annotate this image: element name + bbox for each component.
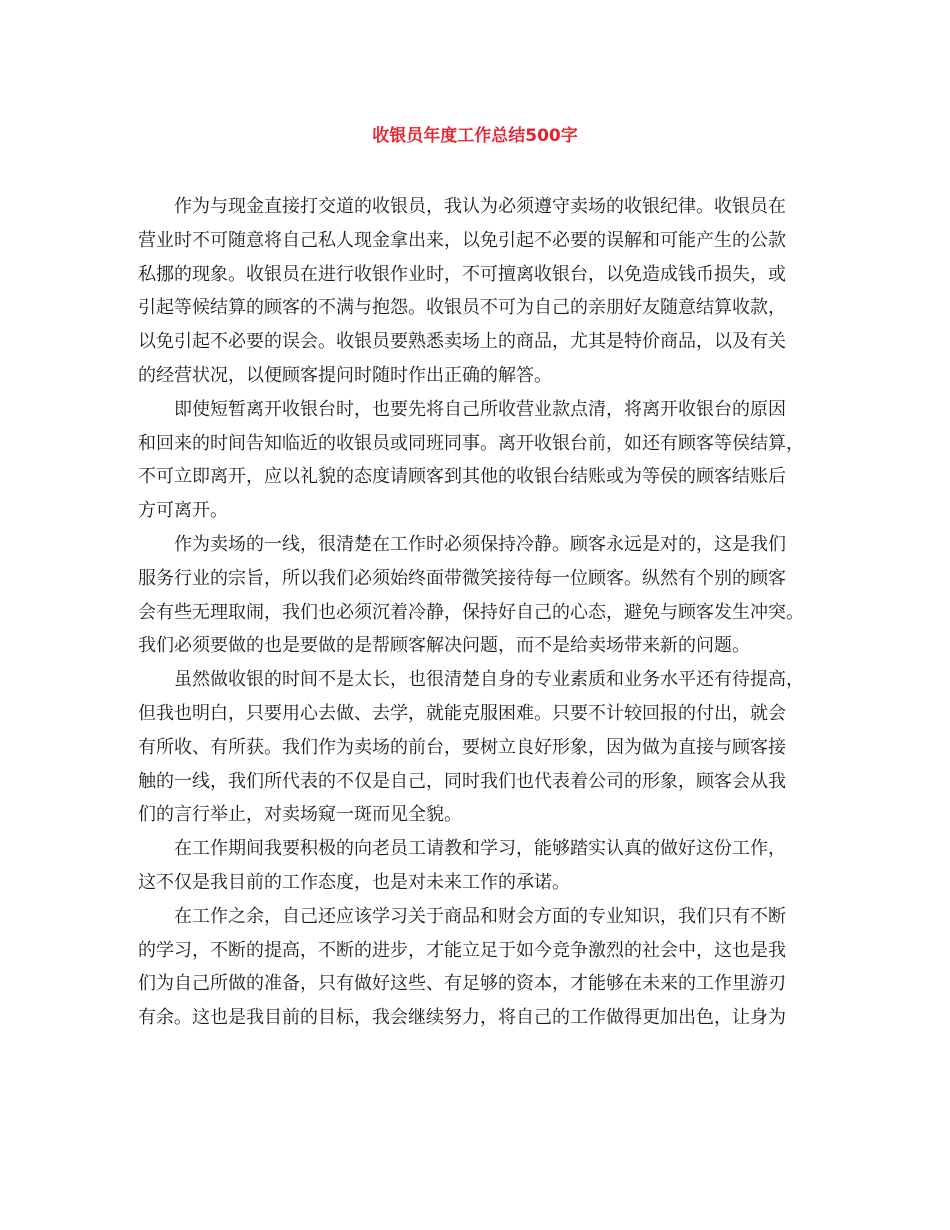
paragraph-4: 虽然做收银的时间不是太长，也很清楚自身的专业素质和业务水平还有待提高， 但我也明白，只要用心去做、去学，就能克服困难。只要不计较回报的付出，就会 有所收、有所获。我们作为卖场的前台，要树立良好形象，因为做为直接与顾客接 触的一线，我们所代表的不仅是自己，同时我们也代表着公司的形象，顾客会从我 们的言行举止，对卖场窥一斑而见全貌。 <box>138 669 804 826</box>
paragraph-6: 在工作之余，自己还应该学习关于商品和财会方面的专业知识，我们只有不断 的学习，不断的提高，不断的进步，才能立足于如今竞争激烈的社会中，这也是我 们为自己所做的准备，只有做好这些、有足够的资本，才能够在未来的工作里游刃 有余。这也是我目前的目标，我会继续努力，将自己的工作做得更加出色，让身为 <box>138 905 786 1029</box>
document-title: 收银员年度工作总结500字 <box>372 126 578 146</box>
paragraph-2: 即使短暂离开收银台时，也要先将自己所收营业款点清，将离开收银台的原因 和回来的时间告知临近的收银员或同班同事。离开收银台前，如还有顾客等侯结算， 不可立即离开，应以礼貌的态度请顾客到其他的收银台结账或为等侯的顾客结账后 方可离开。 <box>138 398 804 522</box>
paragraph-1: 作为与现金直接打交道的收银员，我认为必须遵守卖场的收银纪律。收银员在 营业时不可随意将自己私人现金拿出来，以免引起不必要的误解和可能产生的公款 私挪的现象。收银员在进行收银作业时，不可擅离收银台，以免造成钱币损失，或 引起等候结算的顾客的不满与抱怨。收银员不可为自己的亲朋好友随意结算收款， 以免引起不必要的误会。收银员要熟悉卖场上的商品，尤其是特价商品，以及有关 的经营状况，以便顾客提问时随时作出正确的解答。 <box>138 196 786 386</box>
paragraph-3: 作为卖场的一线，很清楚在工作时必须保持冷静。顾客永远是对的，这是我们 服务行业的宗旨，所以我们必须始终面带微笑接待每一位顾客。纵然有个别的顾客 会有些无理取闹，我们也必须沉着冷静，保持好自己的心态，避免与顾客发生冲突。 我们必须要做的也是要做的是帮顾客解决问题，而不是给卖场带来新的问题。 <box>138 533 804 657</box>
paragraph-5: 在工作期间我要积极的向老员工请教和学习，能够踏实认真的做好这份工作， 这不仅是我目前的工作态度，也是对未来工作的承诺。 <box>138 838 786 893</box>
document-body <box>138 190 822 1035</box>
